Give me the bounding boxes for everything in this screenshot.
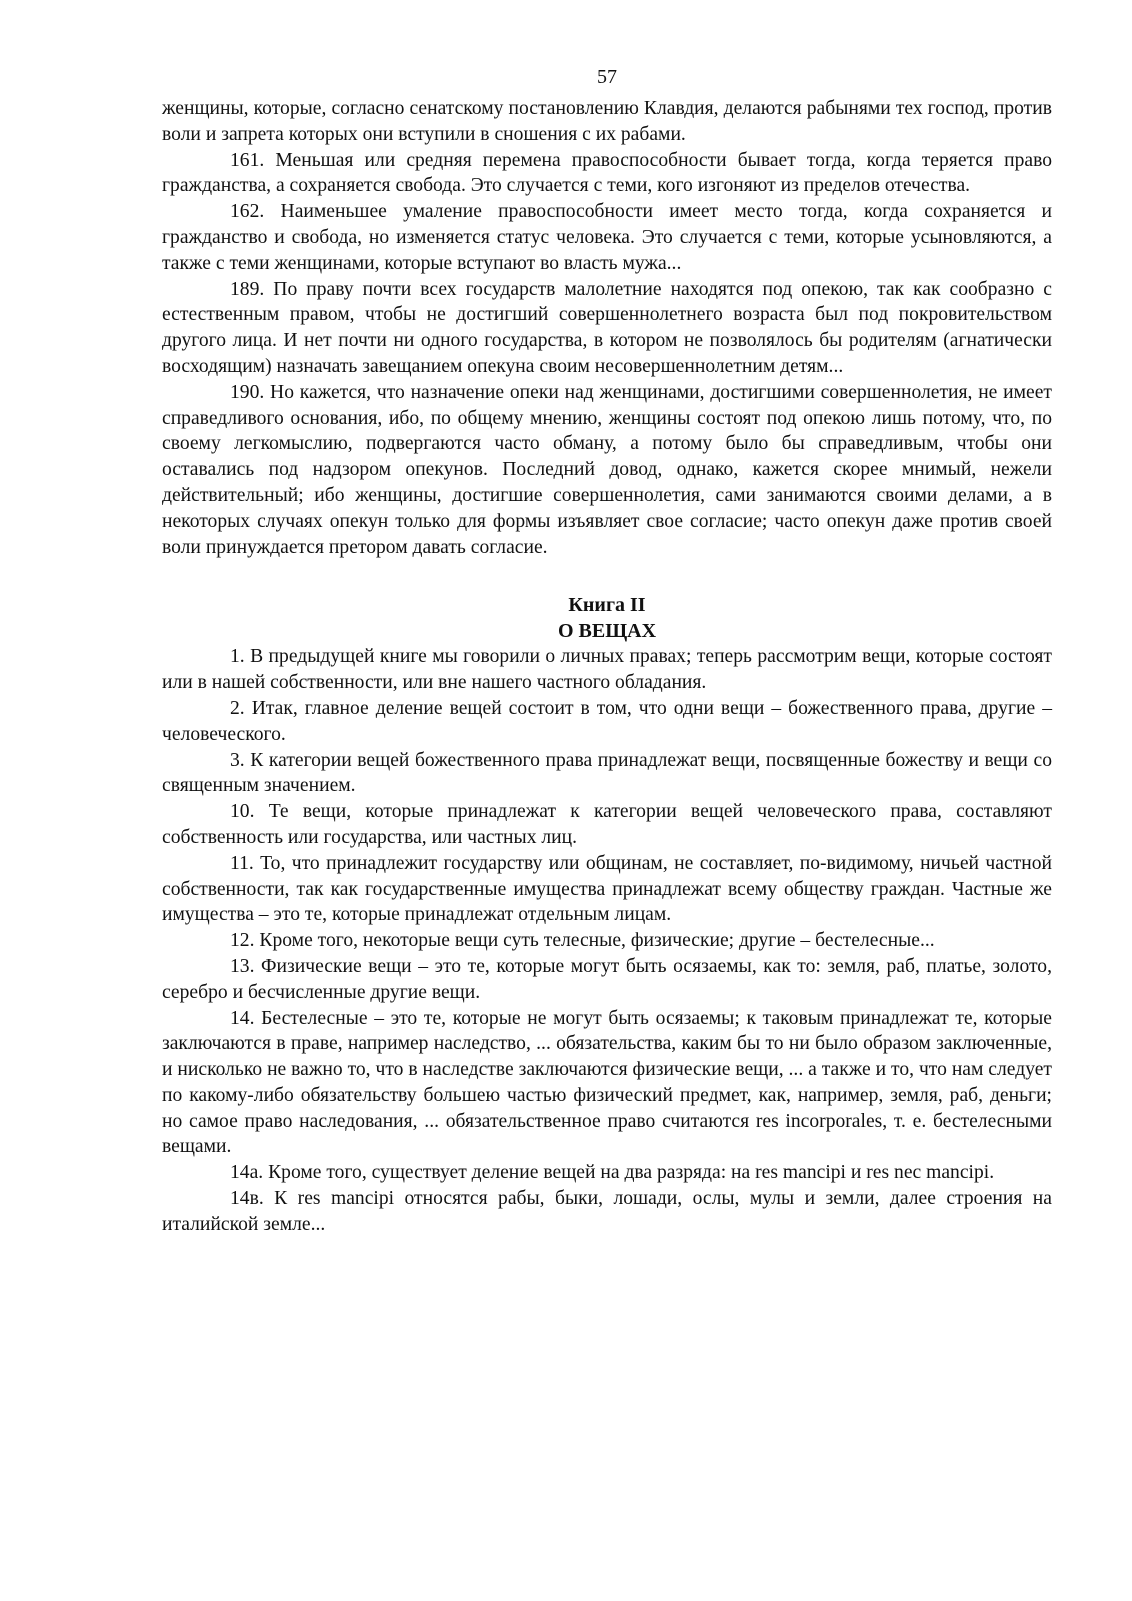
paragraph-3: 3. К категории вещей божественного права принадлежат вещи, посвященные божеству и вещи со священным значением. xyxy=(162,749,1052,797)
book-heading: Книга II xyxy=(568,594,646,617)
document-page xyxy=(162,64,1052,1238)
paragraph-12: 12. Кроме того, некоторые вещи суть телесные, физические; другие – бестелесные... xyxy=(230,930,935,952)
paragraph-10: 10. Те вещи, которые принадлежат к категории вещей человеческого права, составляют собственность или государства, или частных лиц. xyxy=(162,801,1052,848)
intro-paragraph: женщины, которые, согласно сенатскому постановлению Клавдия, делаются рабынями тех господ, против воли и запрета которых они вступили в сношения с их рабами. xyxy=(162,98,1052,145)
paragraph-161: 161. Меньшая или средняя перемена правоспособности бывает тогда, когда теряется право гражданства, а сохраняется свобода. Это случается с теми, кого изгоняют из пределов отечества. xyxy=(162,149,1052,197)
paragraph-13: 13. Физические вещи – это те, которые могут быть осязаемы, как то: земля, раб, платье, золото, серебро и бесчисленные другие вещи. xyxy=(162,955,1052,1003)
paragraph-11: 11. То, что принадлежит государству или общинам, не составляет, по-видимому, ничьей частной собственности, так как государственные имущества принадлежат всему обществу граждан. Частные же имущества – это те, которые принадлежат отдельным лицам. xyxy=(162,852,1052,926)
paragraph-162: 162. Наименьшее умаление правоспособности имеет место тогда, когда сохраняется и гражданство и свобода, но изменяется статус человека. Это случается с теми, которые усыновляются, а также с теми женщинами, которые вступают во власть мужа... xyxy=(162,201,1052,274)
paragraph-2: 2. Итак, главное деление вещей состоит в том, что одни вещи – божественного права, другие – человеческого. xyxy=(162,697,1052,745)
paragraph-14b: 14в. К res mancipi относятся рабы, быки, лошади, ослы, мулы и земли, далее строения на италийской земле... xyxy=(162,1188,1052,1235)
paragraph-14: 14. Бестелесные – это те, которые не могут быть осязаемы; к таковым принадлежат те, которые заключаются в праве, например наследство, ... обязательства, каким бы то ни было образом заключенные, и нисколько не важно то, что в наследстве заключаются физические вещи, ... а также и то, что нам следует по какому-либо обязательству большею частью физический предмет, как, например, земля, раб, деньги; но самое право наследования, ... обязательственное право считаются res incorporales, т. е. бестелесными вещами. xyxy=(162,1007,1052,1158)
paragraph-14a: 14а. Кроме того, существует деление вещей на два разряда: на res mancipi и res nec mancipi. xyxy=(230,1162,995,1184)
paragraph-190: 190. Но кажется, что назначение опеки над женщинами, достигшими совершеннолетия, не имеет справедливого основания, ибо, по общему мнению, женщины состоят под опекою лишь потому, что, по своему легкомыслию, подвергаются часто обману, а потому было бы справедливым, чтобы они оставались под надзором опекунов. Последний довод, однако, кажется скорее мнимый, нежели действительный; ибо женщины, достигшие совершеннолетия, сами занимаются своими делами, а в некоторых случаях опекун только для формы изъявляет свое согласие; часто опекун даже против своей воли принуждается претором давать согласие. xyxy=(162,381,1052,558)
book-subheading: О ВЕЩАХ xyxy=(557,620,657,643)
paragraph-189: 189. По праву почти всех государств малолетние находятся под опекою, так как сообразно с естественным правом, чтобы не достигший совершеннолетнего возраста был под покровительством другого лица. И нет почти ни одного государства, в котором не позволялось бы родителям (агнатически восходящим) назначать завещанием опекуна своим несовершеннолетним детям... xyxy=(162,278,1052,377)
page-number: 57 xyxy=(597,66,617,88)
paragraph-1: 1. В предыдущей книге мы говорили о личных правах; теперь рассмотрим вещи, которые состоят или в нашей собственности, или вне нашего частного обладания. xyxy=(162,646,1052,694)
